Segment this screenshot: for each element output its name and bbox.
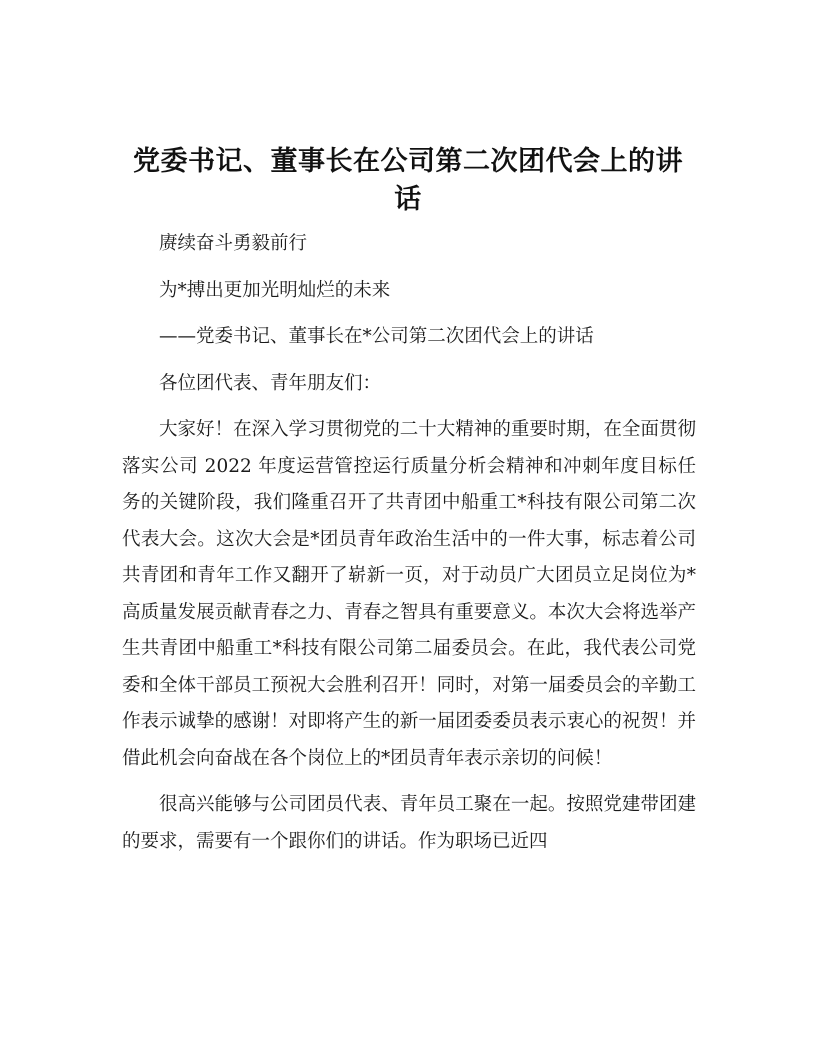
paragraph: 很高兴能够与公司团员代表、青年员工聚在一起。按照党建带团建的要求，需要有一个跟你们的讲话。作为职场已近四: [122, 794, 696, 852]
subtitle-line-1: 赓续奋斗勇毅前行: [159, 233, 308, 254]
salutation: 各位团代表、青年朋友们：: [159, 372, 382, 394]
byline: ——党委书记、董事长在*公司第二次团代会上的讲话: [159, 326, 594, 347]
paragraph: 大家好！在深入学习贯彻党的二十大精神的重要时期，在全面贯彻落实公司 2022 年度运营管控运行质量分析会精神和冲刺年度目标任务的关键阶段，我们隆重召开了共青团中船重工*科技有限公司第二次代表大会。这次大会是*团员青年政治生活中的一件大事，标志着公司共青团和青年工作又翻开了崭新一页，对于动员广大团员立足岗位为*高质量发展贡献青春之力、青春之智具有重要意义。本次大会将选举产生共青团中船重工*科技有限公司第二届委员会。在此，我代表公司党委和全体干部员工预祝大会胜利召开！同时，对第一届委员会的辛勤工作表示诚挚的感谢！对即将产生的新一届团委委员表示衷心的祝贺！并借此机会向奋战在各个岗位上的*团员青年表示亲切的问候！: [122, 419, 696, 769]
document-body: [122, 226, 696, 870]
document-title: 党委书记、董事长在公司第二次团代会上的讲话: [133, 146, 683, 215]
subtitle-line-2: 为*搏出更加光明灿烂的未来: [159, 279, 391, 301]
